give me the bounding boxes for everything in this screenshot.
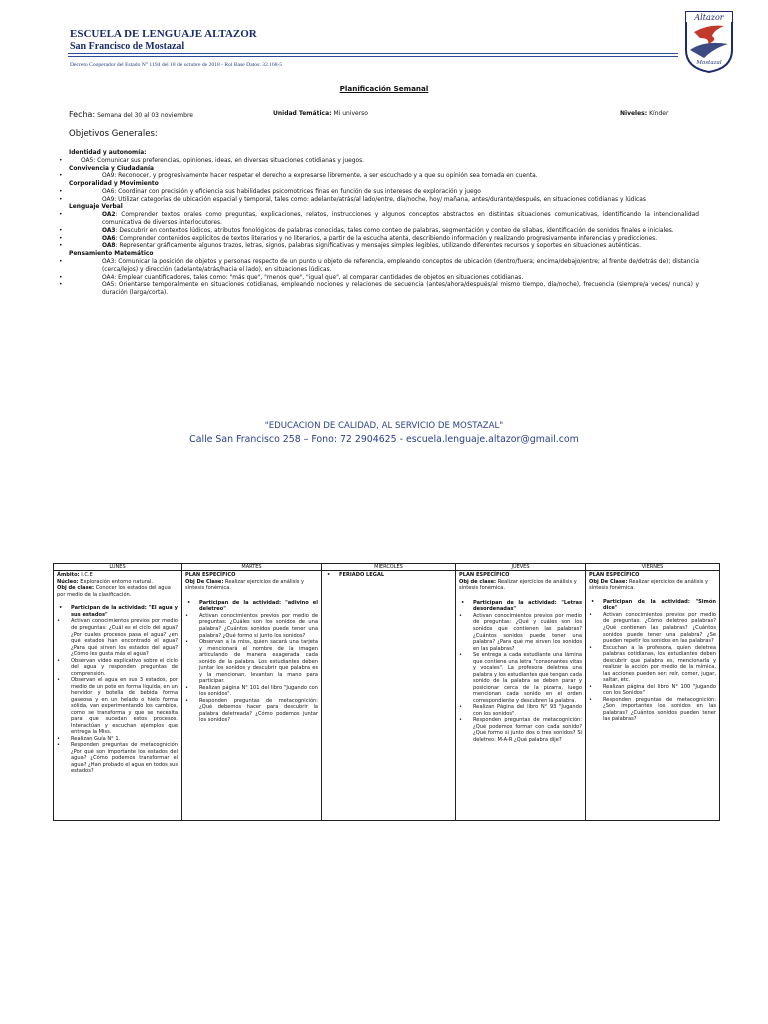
activity-step: • Activan conocimientos previos por medio de preguntas: ¿Cómo deletreo palabras? ¿Qué contienen las palabras? ¿Cuántos sonidos puede tener una palabra? ¿Se pueden repetir los sonidos en las palabras? bbox=[589, 612, 716, 645]
activity-title: • Participan de la actividad: "adivino el deletreo" bbox=[185, 600, 318, 613]
weekly-table bbox=[53, 563, 720, 821]
footer-contact: Calle San Francisco 258 – Fono: 72 2904625 - escuela.lenguaje.altazor@gmail.com bbox=[189, 434, 579, 445]
cell-martes: PLAN ESPECÍFICO Obj De Clase: Realizar ejercicios de análisis y síntesis fonémica. • Participan de la actividad: "adivino el deletreo" • Activan conocimientos previos por medio de preguntas: ¿Cuáles son los sonidos de una palabra? ¿Cuántos sonidos puede tener una palabra? ¿Qué formo si junto los sonidos? • Observan a la miss, quien sacará una tarjeta y mencionará el nombre de la imagen articulando de manera exagerada cada sonido de la palabra. Los estudiantes deben juntar los sonidos y descubrir que palabra es y la mencionan, levantan la mano para participar. • Realizan página N° 101 del libro "Jugando con los sonidos". • Responden preguntas de metacognición: ¿Qué debemos hacer para descubrir la palabra deletreada? ¿Cómo podemos juntar los sonidos? bbox=[182, 571, 322, 821]
activity-step: • Escuchan a la profesora, quien deletrea palabras cotidianas, los estudiantes deben descubrir que palabra es, mencionarla y realizar la acción por medio de la mímica, las acciones pueden ser: reír, comer, jugar, saltar, etc. bbox=[589, 645, 716, 684]
objective-item: • OA9: Utilizar categorías de ubicación espacial y temporal, tales como: adelante/atrás/al lado/entre, día/noche, hoy/ mañana, antes/durante/después, en situaciones cotidianas y lúdicas bbox=[69, 197, 699, 205]
header-jueves: JUEVES bbox=[456, 564, 586, 571]
activity-step: • Responden preguntas de metacognición ¿Por qué son importante los estados del agua? ¿Cómo podemos transformar el agua? ¿Han probado el agua en todos sus estados? bbox=[57, 742, 178, 775]
objective-item: • OA6: Coordinar con precisión y eficiencia sus habilidades psicomotrices finas en función de sus intereses de exploración y juego bbox=[69, 189, 699, 197]
activity-step: • Realizan página del libro N° 100 "Jugando con los Sonidos" bbox=[589, 684, 716, 697]
section-title: Corporalidad y Movimiento bbox=[69, 181, 159, 188]
header-rule-top bbox=[68, 53, 678, 54]
header-miercoles: MIERCOLES bbox=[322, 564, 456, 571]
objectives-title: Objetivos Generales: bbox=[69, 129, 158, 139]
activity-step: • Observan el agua en sus 3 estados, por medio de un pote en forma líquida, en un hervidor y botella de bebida forma gaseosa y en un helado o hielo forma sólida, van experimentando los cambios, como se transforma y que se necesita para que sucedan estos procesos. Interactúan y escuchan ejemplos que entrega la Miss. bbox=[57, 677, 178, 736]
unidad-label: Unidad Temática bbox=[273, 110, 330, 117]
cell-viernes: PLAN ESPECÍFICO Obj De Clase: Realizar ejercicios de análisis y síntesis fonémica. • Participan de la actividad: "Simón dice" • Activan conocimientos previos por medio de preguntas: ¿Cómo deletreo palabras? ¿Qué contienen las palabras? ¿Cuántos sonidos puede tener una palabra? ¿Se pueden repetir los sonidos en las palabras? • Escuchan a la profesora, quien deletrea palabras cotidianas, los estudiantes deben descubrir que palabra es, mencionarla y realizar la acción por medio de la mímica, las acciones pueden ser: reír, comer, jugar, saltar, etc. • Realizan página del libro N° 100 "Jugando con los Sonidos" • Responden preguntas de metacognición: ¿Son importantes los sonidos en las palabras? ¿Cuántos sonidos pueden tener las palabras? bbox=[586, 571, 720, 821]
activity-step: • Responden preguntas de metacognición: ¿Son importantes los sonidos en las palabras? ¿Cuántos sonidos pueden tener las palabras? bbox=[589, 697, 716, 723]
header-lunes: LUNES bbox=[54, 564, 182, 571]
table-row bbox=[54, 571, 720, 821]
cell-miercoles bbox=[322, 571, 456, 821]
meta-niveles: Niveles: Kínder bbox=[620, 110, 669, 117]
unidad-value: Mi universo bbox=[333, 110, 368, 117]
activity-step: • Responden preguntas de metacognición: ¿Qué debemos hacer para descubrir la palabra deletreada? ¿Cómo podemos juntar los sonidos? bbox=[185, 698, 318, 724]
niveles-label: Niveles bbox=[620, 110, 645, 117]
fecha-label: Fecha bbox=[69, 110, 93, 119]
school-name: ESCUELA DE LENGUAJE ALTAZOR bbox=[70, 28, 257, 40]
activity-step: • Activan conocimientos previos por medio de preguntas: ¿Cuál es el ciclo del agua? ¿Por cuales procesos pasa el agua? ¿en qué estados han encontrado el agua? ¿Para qué sirven los estados del agua? ¿Cómo les gusta más el agua? bbox=[57, 618, 178, 657]
logo-bottom-text: Mostazal bbox=[696, 60, 722, 66]
activity-step: • Activan conocimientos previos por medio de preguntas: ¿Qué y cuáles son los sonidos que contienen las palabras? ¿Cuántos sonidos puede tener una palabra? ¿Para qué me sirven los sonidos en las palabras? bbox=[459, 613, 582, 652]
page-title: Planificación Semanal bbox=[339, 84, 429, 93]
holiday-label: • FERIADO LEGAL bbox=[325, 572, 452, 579]
table-header-row bbox=[54, 564, 720, 571]
activity-step: • Se entrega a cada estudiante una lámina que contiene una letra "consonantes vitas y vocales". La profesora deletrea una palabra y los estudiantes que tengan cada sonido de la palabra se deben parar y posicionar cerca de la pizarra, luego mencionan cada sonido en el orden correspondiente y descubren la palabra. bbox=[459, 652, 582, 704]
objective-item: • OA5: Comunicar sus preferencias, opiniones, ideas, en diversas situaciones cotidianas y juegos. bbox=[69, 158, 699, 166]
activity-step: • Realizan página N° 101 del libro "Jugando con los sonidos". bbox=[185, 685, 318, 698]
section-title: Identidad y autonomía: bbox=[69, 150, 147, 156]
header-martes: MARTES bbox=[182, 564, 322, 571]
objective-item: • OA8: Representar gráficamente algunos trazos, letras, signos, palabras significativas y mensajes simples legibles, utilizando diferentes recursos y soportes en situaciones auténticas. bbox=[69, 243, 699, 251]
header-rule-bottom bbox=[68, 56, 678, 57]
activity-step: • Observan video explicativo sobre el ciclo del agua y responden preguntas de comprensión. bbox=[57, 658, 178, 678]
activity-title: • Participan de la actividad: "Letras desordenadas" bbox=[459, 600, 582, 613]
school-town: San Francisco de Mostazal bbox=[70, 41, 185, 52]
activity-step: • Observan a la miss, quien sacará una tarjeta y mencionará el nombre de la imagen articulando de manera exagerada cada sonido de la palabra. Los estudiantes deben juntar los sonidos y descubrir que palabra es y la mencionan, levantan la mano para participar. bbox=[185, 639, 318, 685]
objective-item: • OA2: Comprender textos orales como preguntas, explicaciones, relatos, instrucciones y algunos conceptos abstractos en distintas situaciones comunicativas, identificando la intencionalidad comunicativa de diversos interlocutores. bbox=[69, 212, 699, 228]
meta-fecha: Fecha: Semana del 30 al 03 noviembre bbox=[69, 110, 193, 119]
objective-item: • OA6: Comprender contenidos explícitos de textos literarios y no literarios, a partir de la escucha atenta, describiendo información y realizando progresivamente inferencias y predicciones. bbox=[69, 236, 699, 244]
activity-step: • Responden preguntas de metacognición: ¿Qué podemos formar con cada sonido? ¿Qué formo si junto dos o tres sonidos? Si deletreo: M-A-R ¿Qué palabra dije? bbox=[459, 717, 582, 743]
activity-step: • Realizan Guía N° 1. bbox=[57, 736, 178, 743]
activity-step: • Activan conocimientos previos por medio de preguntas: ¿Cuáles son los sonidos de una palabra? ¿Cuántos sonidos puede tener una palabra? ¿Qué formo si junto los sonidos? bbox=[185, 613, 318, 639]
section-title: Pensamiento Matemático bbox=[69, 251, 154, 258]
school-logo bbox=[684, 10, 734, 74]
fecha-value: Semana del 30 al 03 noviembre bbox=[97, 112, 193, 119]
cell-jueves: PLAN ESPECÍFICO Obj de clase: Realizar ejercicios de análisis y síntesis fonémica. • Participan de la actividad: "Letras desordenadas" • Activan conocimientos previos por medio de preguntas: ¿Qué y cuáles son los sonidos que contienen las palabras? ¿Cuántos sonidos puede tener una palabra? ¿Para qué me sirven los sonidos en las palabras? • Se entrega a cada estudiante una lámina que contiene una letra "consonantes vitas y vocales". La profesora deletrea una palabra y los estudiantes que tengan cada sonido de la palabra se deben parar y posicionar cerca de la pizarra, luego mencionan cada sonido en el orden correspondiente y descubren la palabra. • Realizan Página del libro N° 93 "Jugando con los sonidos". • Responden preguntas de metacognición: ¿Qué podemos formar con cada sonido? ¿Qué formo si junto dos o tres sonidos? Si deletreo: M-A-R ¿Qué palabra dije? bbox=[456, 571, 586, 821]
objectives-list bbox=[69, 150, 699, 298]
objective-item: • OA3: Descubrir en contextos lúdicos, atributos fonológicos de palabras conocidas, tales como conteo de palabras, segmentación y conteo de sílabas, identificación de sonidos finales e iniciales. bbox=[69, 228, 699, 236]
logo-top-text: Altazor bbox=[694, 13, 724, 22]
objective-item: • OA3: Comunicar la posición de objetos y personas respecto de un punto u objeto de referencia, empleando conceptos de ubicación (dentro/fuera; encima/debajo/entre; al frente de/detrás de); distancia (cerca/lejos) y dirección (adelante/atrás/hacia el lado), en situaciones lúdicas. bbox=[69, 259, 699, 275]
cell-lunes: Ámbito: I.C.E Núcleo: Exploración entorno natural. Obj de clase: Conocer los estados del agua por medio de la clasificación. • Participan de la actividad: "El agua y sus estados" • Activan conocimientos previos por medio de preguntas: ¿Cuál es el ciclo del agua? ¿Por cuales procesos pasa el agua? ¿en qué estados han encontrado el agua? ¿Para qué sirven los estados del agua? ¿Cómo les gusta más el agua? • Observan video explicativo sobre el ciclo del agua y responden preguntas de comprensión. • Observan el agua en sus 3 estados, por medio de un pote en forma líquida, en un hervidor y botella de bebida forma gaseosa y en un helado o hielo forma sólida, van experimentando los cambios, como se transforma y que se necesita para que sucedan estos procesos. Interactúan y escuchan ejemplos que entrega la Miss. • Realizan Guía N° 1. • Responden preguntas de metacognición ¿Por qué son importante los estados del agua? ¿Cómo podemos transformar el agua? ¿Han probado el agua en todos sus estados? bbox=[54, 571, 182, 821]
footer-motto: "EDUCACION DE CALIDAD, AL SERVICIO DE MOSTAZAL" bbox=[264, 421, 504, 431]
niveles-value: Kínder bbox=[649, 110, 669, 117]
objective-item: • OA5: Orientarse temporalmente en situaciones cotidianas, empleando nociones y relaciones de secuencia (antes/ahora/después/al mismo tiempo, día/noche), frecuencia (siempre/a veces/ nunca) y duración (larga/corta). bbox=[69, 282, 699, 298]
objective-item: • OA9: Reconocer, y progresivamente hacer respetar el derecho a expresarse libremente, a ser escuchado y a que su opinión sea tomada en cuenta. bbox=[69, 173, 699, 181]
header-viernes: VIERNES bbox=[586, 564, 720, 571]
objective-item: • OA4: Emplear cuantificadores, tales como: "más que", "menos que", "igual que", al comparar cantidades de objetos en situaciones cotidianas. bbox=[69, 275, 699, 283]
activity-title: • Participan de la actividad: "Simón dice" bbox=[589, 599, 716, 612]
activity-step: • Realizan Página del libro N° 93 "Jugando con los sonidos". bbox=[459, 704, 582, 717]
decree-line: Decreto Cooperador del Estado N° 1194 del 18 de octubre de 2018 - Rol Base Datos: 32.168-5 bbox=[70, 62, 283, 68]
section-title: Lenguaje Verbal bbox=[69, 204, 123, 211]
section-title: Convivencia y Ciudadanía bbox=[69, 165, 154, 172]
meta-unidad: Unidad Temática: Mi universo bbox=[273, 110, 368, 117]
activity-title: • Participan de la actividad: "El agua y sus estados" bbox=[57, 605, 178, 618]
